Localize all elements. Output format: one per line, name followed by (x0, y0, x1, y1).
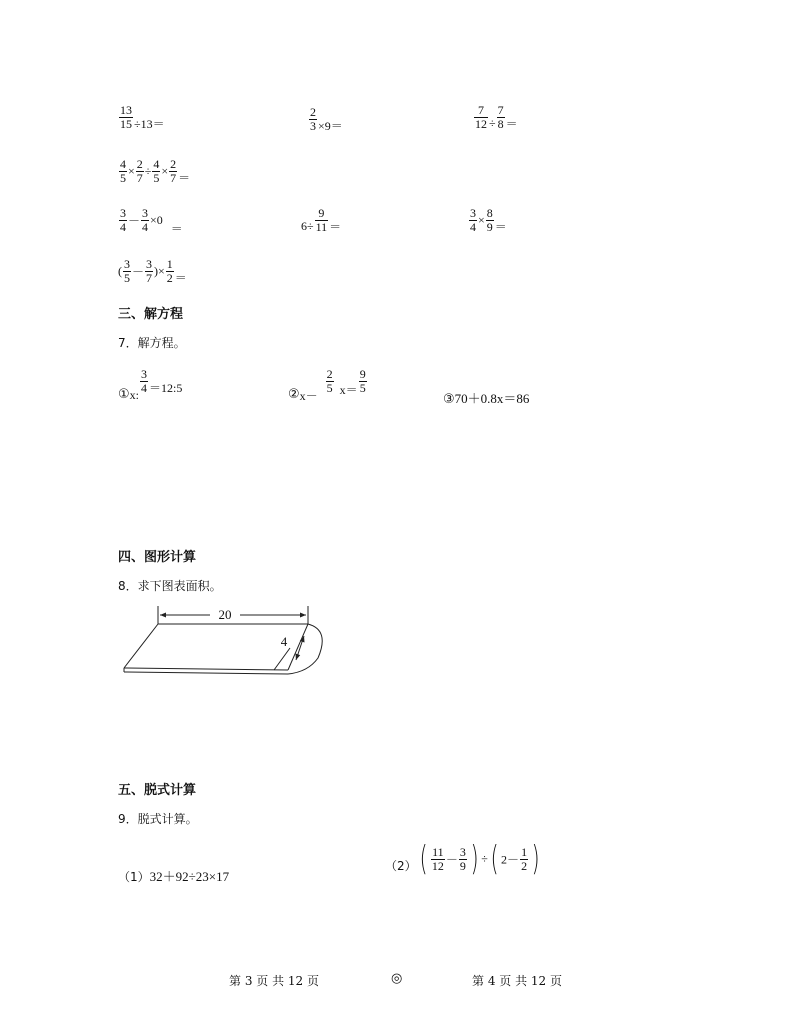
stepwise-problem-1: （1）32＋92÷23×17 (118, 869, 230, 884)
fraction: $\frac{1}{2}$ (166, 257, 173, 285)
fraction: $\frac{3}{9}$ (459, 844, 466, 873)
fraction: $\frac{3}{7}$ (146, 257, 153, 285)
footer-center-mark: ◎ (391, 971, 403, 986)
fraction: $\frac{3}{4}$ (142, 206, 149, 234)
fraction: $\frac{2}{3}$ (310, 105, 316, 133)
fraction: $\frac{1}{2}$ (521, 844, 528, 873)
footer-page-right: 第 4 页 共 12 页 (472, 974, 562, 988)
calc-item-2: $\frac{2}{3}$ ×9＝ (310, 105, 343, 133)
calc-item-3: $\frac{7}{12}$ ÷ $\frac{7}{8}$ ＝ (475, 103, 518, 131)
fraction: $\frac{3}{4}$ (470, 206, 476, 234)
calc-item-5: $\frac{3}{4}$ － $\frac{3}{4}$ ×0＝ (120, 206, 183, 236)
fraction: $\frac{11}{12}$ (431, 844, 444, 873)
fraction: $\frac{3}{4}$ (141, 367, 147, 395)
calc-item-1: $\frac{13}{15}$ ÷13＝ (120, 103, 165, 131)
section-heading-geometry: 四、图形计算 (118, 550, 197, 565)
fraction: $\frac{2}{7}$ (136, 157, 143, 185)
stepwise-problem-2: （2）( $\frac{11}{12}$ － $\frac{3}{9}$ ) ÷( 2－ $\frac{1}{2}$ ) (385, 839, 540, 879)
length-label: 20 (218, 607, 232, 622)
fraction: $\frac{9}{5}$ (359, 367, 366, 395)
section-heading-stepwise: 五、脱式计算 (118, 783, 197, 798)
equation-1: ①x: $\frac{3}{4}$ ＝12:5 (118, 367, 183, 403)
fraction: $\frac{2}{7}$ (170, 157, 177, 185)
equation-3: ③70＋0.8x＝86 (443, 391, 530, 407)
fraction: $\frac{8}{9}$ (486, 206, 493, 234)
footer-page-left: 第 3 页 共 12 页 (229, 974, 319, 988)
fraction: $\frac{4}{5}$ (120, 157, 126, 185)
right-paren: ) (470, 839, 479, 879)
calc-item-7: $\frac{3}{4}$ × $\frac{8}{9}$ ＝ (470, 206, 507, 234)
fraction: $\frac{7}{8}$ (497, 103, 504, 131)
calc-item-6: 6÷ $\frac{9}{11}$ ＝ (301, 206, 342, 234)
fraction: $\frac{13}{15}$ (120, 103, 132, 131)
fraction: $\frac{9}{11}$ (315, 206, 328, 234)
left-paren: ( (419, 839, 428, 879)
diameter-label: 4 (280, 634, 288, 649)
question-7: 7．解方程。 (118, 336, 186, 350)
question-8: 8．求下图表面积。 (118, 579, 222, 593)
fraction: $\frac{7}{12}$ (475, 103, 487, 131)
fraction: $\frac{2}{5}$ (326, 367, 333, 395)
calc-item-8: ( $\frac{3}{5}$ － $\frac{3}{7}$ )× $\frac{1}{2}$ ＝ (118, 257, 187, 285)
question-9: 9．脱式计算。 (118, 812, 198, 826)
fraction: $\frac{3}{5}$ (124, 257, 130, 285)
equation-2: ②x－ $\frac{2}{5}$ x＝ $\frac{9}{5}$ (288, 367, 366, 403)
calc-item-4: $\frac{4}{5}$ × $\frac{2}{7}$ ÷ $\frac{4}{5}$ × $\frac{2}{7}$ ＝ (120, 157, 191, 185)
half-cylinder-figure (118, 600, 328, 680)
right-paren: ) (531, 839, 540, 879)
fraction: $\frac{3}{4}$ (120, 206, 126, 234)
left-paren: ( (490, 839, 499, 879)
section-heading-equations: 三、解方程 (118, 307, 184, 322)
fraction: $\frac{4}{5}$ (153, 157, 160, 185)
